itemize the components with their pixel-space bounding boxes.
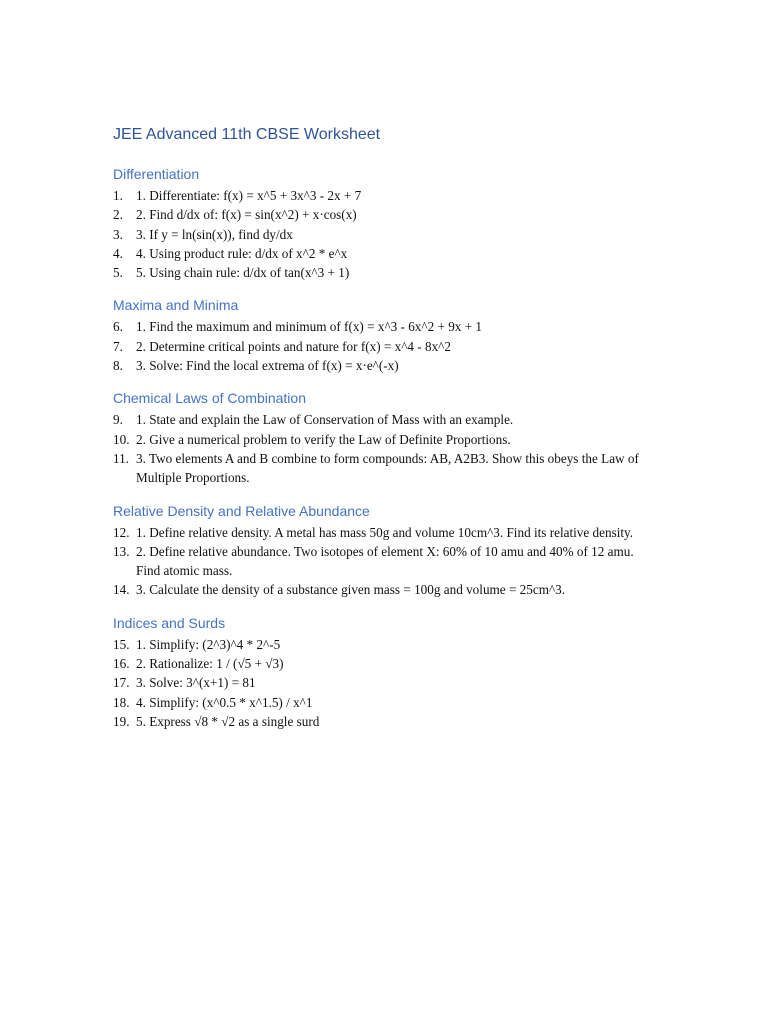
- list-item: [113, 635, 653, 654]
- question-list: [113, 186, 653, 282]
- list-item: [113, 317, 653, 336]
- list-item-number: 8.: [113, 358, 123, 374]
- list-item-number: 11.: [113, 450, 129, 466]
- section-heading: Indices and Surds: [113, 614, 226, 631]
- question-list: [113, 410, 653, 487]
- list-item: [113, 693, 653, 712]
- list-item-number: 3.: [113, 226, 123, 242]
- list-item: [113, 244, 653, 263]
- sections-container: [113, 164, 653, 731]
- list-item: [113, 410, 653, 429]
- list-item-number: 6.: [113, 319, 123, 335]
- list-item: [113, 654, 653, 673]
- list-item: [113, 430, 653, 449]
- list-item: [113, 337, 653, 356]
- list-item-number: 14.: [113, 582, 130, 598]
- list-item: [113, 263, 653, 282]
- list-item-text: 1. Differentiate: f(x) = x^5 + 3x^3 - 2x + 7: [136, 188, 362, 203]
- list-item: [113, 580, 653, 599]
- list-item-number: 7.: [113, 338, 123, 354]
- list-item-text: 1. Find the maximum and minimum of f(x) = x^3 - 6x^2 + 9x + 1: [136, 319, 483, 335]
- question-list: [113, 523, 653, 600]
- section-chemical-laws-of-combination: [113, 388, 653, 487]
- list-item-number: 19.: [113, 713, 130, 729]
- list-item-text: 1. Define relative density. A metal has mass 50g and volume 10cm^3. Find its relative density.: [136, 524, 634, 540]
- list-item-number: 10.: [113, 431, 130, 447]
- list-item-text: 5. Using chain rule: d/dx of tan(x^3 + 1): [136, 265, 350, 281]
- list-item-number: 18.: [113, 694, 130, 710]
- list-item-text: 3. If y = ln(sin(x)), find dy/dx: [136, 226, 293, 242]
- list-item-text: 3. Calculate the density of a substance given mass = 100g and volume = 25cm^3.: [136, 582, 566, 598]
- list-item-text: 2. Define relative abundance. Two isotopes of element X: 60% of 10 amu and 40% of 12 amu. Find atomic mass.: [136, 543, 634, 579]
- list-item-text: 1. Simplify: (2^3)^4 * 2^-5: [136, 636, 281, 652]
- list-item: [113, 186, 653, 205]
- list-item-number: 15.: [113, 636, 130, 652]
- list-item-text: 4. Using product rule: d/dx of x^2 * e^x: [136, 245, 348, 261]
- worksheet-page: [113, 123, 653, 744]
- section-maxima-and-minima: [113, 295, 653, 375]
- list-item: [113, 225, 653, 244]
- list-item: [113, 673, 653, 692]
- list-item-number: 17.: [113, 675, 130, 691]
- list-item-number: 5.: [113, 265, 123, 281]
- list-item-text: 4. Simplify: (x^0.5 * x^1.5) / x^1: [136, 694, 313, 710]
- question-list: [113, 317, 653, 375]
- section-relative-density-and-relative-abundance: [113, 501, 653, 600]
- list-item: [113, 523, 653, 542]
- list-item-number: 2.: [113, 207, 123, 223]
- list-item: [113, 542, 653, 581]
- list-item: [113, 449, 653, 488]
- list-item-number: 13.: [113, 543, 130, 559]
- list-item: [113, 356, 653, 375]
- section-heading: Differentiation: [113, 166, 200, 182]
- section-heading: Chemical Laws of Combination: [113, 390, 306, 407]
- list-item-text: 2. Give a numerical problem to verify the Law of Definite Proportions.: [136, 431, 511, 447]
- list-item-text: 2. Rationalize: 1 / (√5 + √3): [136, 656, 284, 672]
- list-item-text: 3. Two elements A and B combine to form compounds: AB, A2B3. Show this obeys the Law of Multiple Proportions.: [136, 450, 639, 486]
- list-item-text: 2. Find d/dx of: f(x) = sin(x^2) + x·cos(x): [136, 207, 357, 223]
- list-item-number: 12.: [113, 524, 130, 540]
- list-item: [113, 205, 653, 224]
- page-title: JEE Advanced 11th CBSE Worksheet: [113, 126, 381, 143]
- question-list: [113, 635, 653, 731]
- list-item: [113, 712, 653, 731]
- list-item-number: 4.: [113, 245, 123, 261]
- list-item-number: 1.: [113, 188, 123, 203]
- list-item-text: 2. Determine critical points and nature for f(x) = x^4 - 8x^2: [136, 338, 451, 354]
- list-item-number: 16.: [113, 656, 130, 672]
- list-item-text: 3. Solve: Find the local extrema of f(x) = x·e^(-x): [136, 358, 399, 374]
- section-indices-and-surds: [113, 613, 653, 731]
- list-item-text: 5. Express √8 * √2 as a single surd: [136, 713, 320, 729]
- list-item-text: 1. State and explain the Law of Conservation of Mass with an example.: [136, 412, 514, 428]
- list-item-text: 3. Solve: 3^(x+1) = 81: [136, 675, 256, 691]
- section-heading: Relative Density and Relative Abundance: [113, 502, 370, 519]
- section-heading: Maxima and Minima: [113, 297, 239, 314]
- section-differentiation: [113, 164, 653, 282]
- list-item-number: 9.: [113, 412, 123, 428]
